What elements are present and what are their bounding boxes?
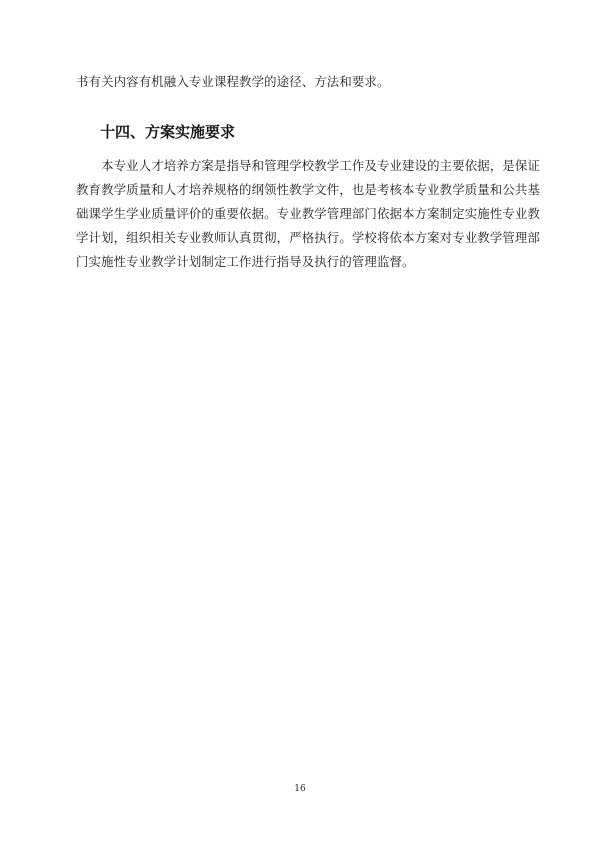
paragraph-line: 门实施性专业教学计划制定工作进行指导及执行的管理监督。 — [76, 254, 415, 269]
paragraph-line: 础课学生学业质量评价的重要依据。专业教学管理部门依据本方案制定实施性专业教 — [76, 206, 541, 221]
page-number: 16 — [294, 784, 306, 794]
paragraph-line: 教育教学质量和人才培养规格的纲领性教学文件，也是考核本专业教学质量和公共基 — [76, 182, 541, 197]
continuation-text-line: 书有关内容有机融入专业课程教学的途径、方法和要求。 — [76, 74, 390, 89]
section-heading: 十四、方案实施要求 — [100, 123, 236, 141]
paragraph-line: 学计划，组织相关专业教师认真贯彻，严格执行。学校将依本方案对专业教学管理部 — [76, 230, 541, 245]
paragraph-line: 本专业人才培养方案是指导和管理学校教学工作及专业建设的主要依据，是保证 — [76, 158, 541, 173]
